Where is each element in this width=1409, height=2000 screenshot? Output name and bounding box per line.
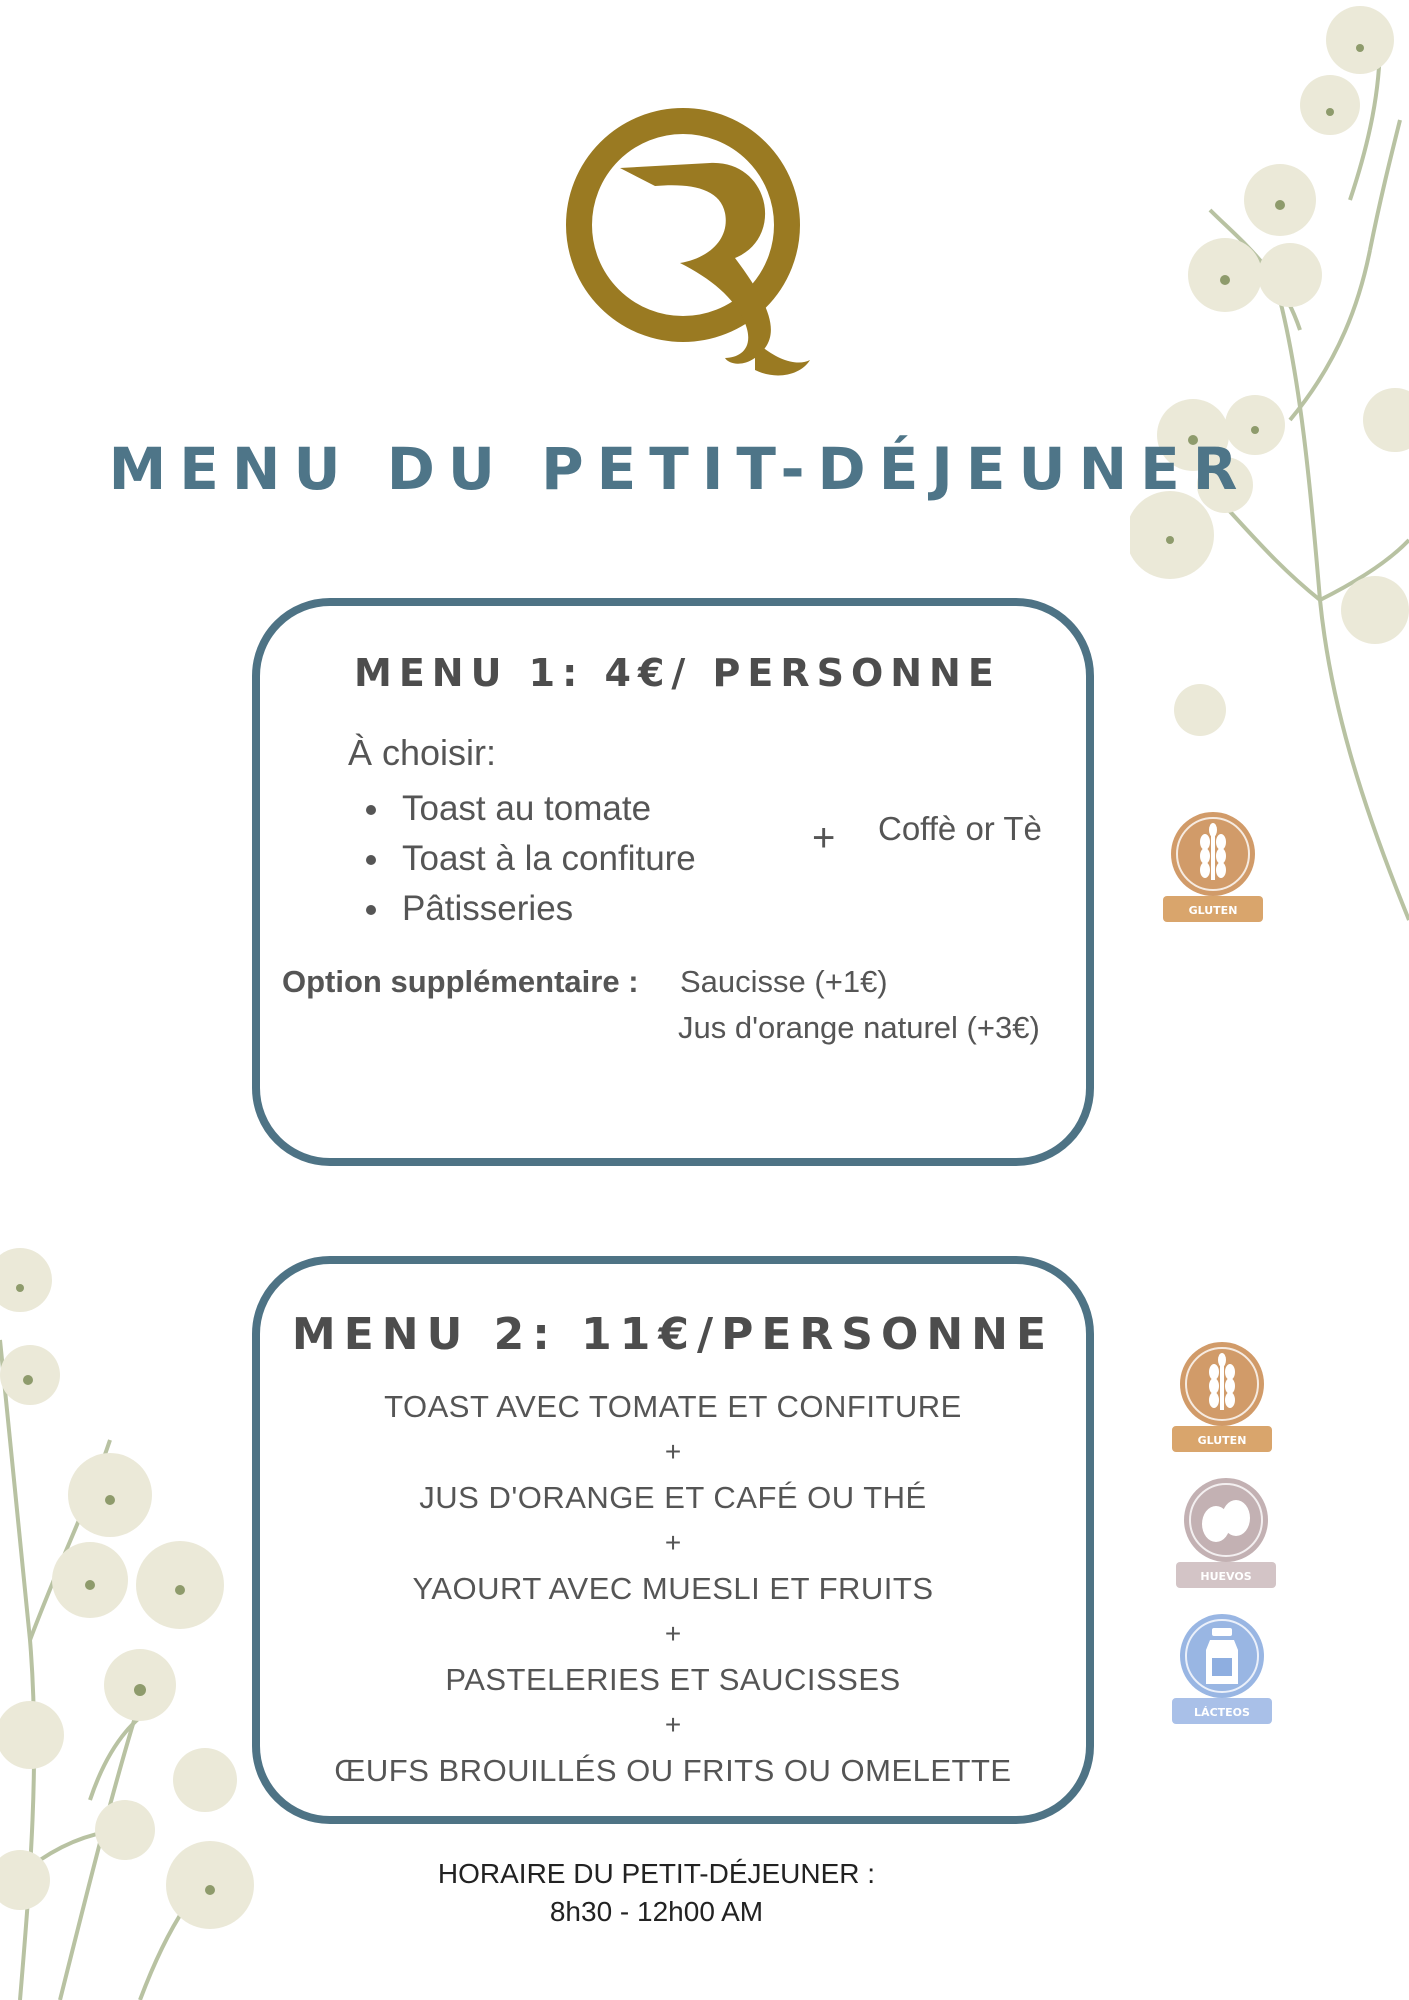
menu-1-card	[252, 598, 1094, 1166]
list-item: JUS D'ORANGE ET CAFÉ OU THÉ	[419, 1480, 927, 1515]
option-item: Jus d'orange naturel (+3€)	[678, 1010, 1040, 1045]
hours-title: HORAIRE DU PETIT-DÉJEUNER :	[437, 1858, 876, 1889]
r-monogram-logo	[560, 108, 810, 388]
dairy-allergen-badge	[1172, 1614, 1272, 1729]
plus-separator: +	[664, 1618, 682, 1649]
option-label: Option supplémentaire :	[282, 964, 639, 999]
menu-2-heading: MENU 2: 11€/PERSONNE	[291, 1309, 1055, 1360]
option-item: Saucisse (+1€)	[680, 964, 888, 999]
plus-separator: +	[664, 1527, 682, 1558]
list-item	[354, 884, 696, 934]
choice-label: Pâtisseries	[402, 889, 574, 928]
menu-2-items	[260, 1384, 1086, 1793]
list-item	[354, 784, 696, 834]
eggs-allergen-badge	[1176, 1478, 1276, 1593]
choice-label: Toast à la confiture	[402, 839, 696, 878]
plus-sign: +	[812, 816, 836, 860]
choice-label: Toast au tomate	[402, 789, 652, 828]
menu-2-card	[252, 1256, 1094, 1824]
allergen-label: GLUTEN	[1188, 904, 1238, 917]
choice-list	[354, 784, 696, 934]
list-item: YAOURT AVEC MUESLI ET FRUITS	[412, 1571, 934, 1606]
bullet-icon	[366, 805, 376, 815]
list-item: PASTELERIES ET SAUCISSES	[445, 1662, 901, 1697]
menu-1-heading: MENU 1: 4€/ PERSONNE	[354, 651, 1001, 695]
list-item: ŒUFS BROUILLÉS OU FRITS OU OMELETTE	[334, 1753, 1012, 1788]
bullet-icon	[366, 855, 376, 865]
choose-label: À choisir:	[348, 732, 497, 773]
allergen-label: LÁCTEOS	[1194, 1706, 1250, 1719]
page-title: MENU DU PETIT-DÉJEUNER	[108, 435, 1251, 503]
bullet-icon	[366, 905, 376, 915]
list-item: TOAST AVEC TOMATE ET CONFITURE	[384, 1389, 962, 1424]
drink-choice: Coffè or Tè	[878, 810, 1042, 847]
plus-separator: +	[664, 1436, 682, 1467]
allergen-label: HUEVOS	[1200, 1570, 1252, 1583]
allergen-label: GLUTEN	[1197, 1434, 1247, 1447]
gluten-allergen-badge	[1172, 1342, 1272, 1457]
hours-time: 8h30 - 12h00 AM	[549, 1896, 764, 1927]
list-item	[354, 834, 696, 884]
plus-separator: +	[664, 1709, 682, 1740]
gluten-allergen-badge	[1163, 812, 1263, 927]
